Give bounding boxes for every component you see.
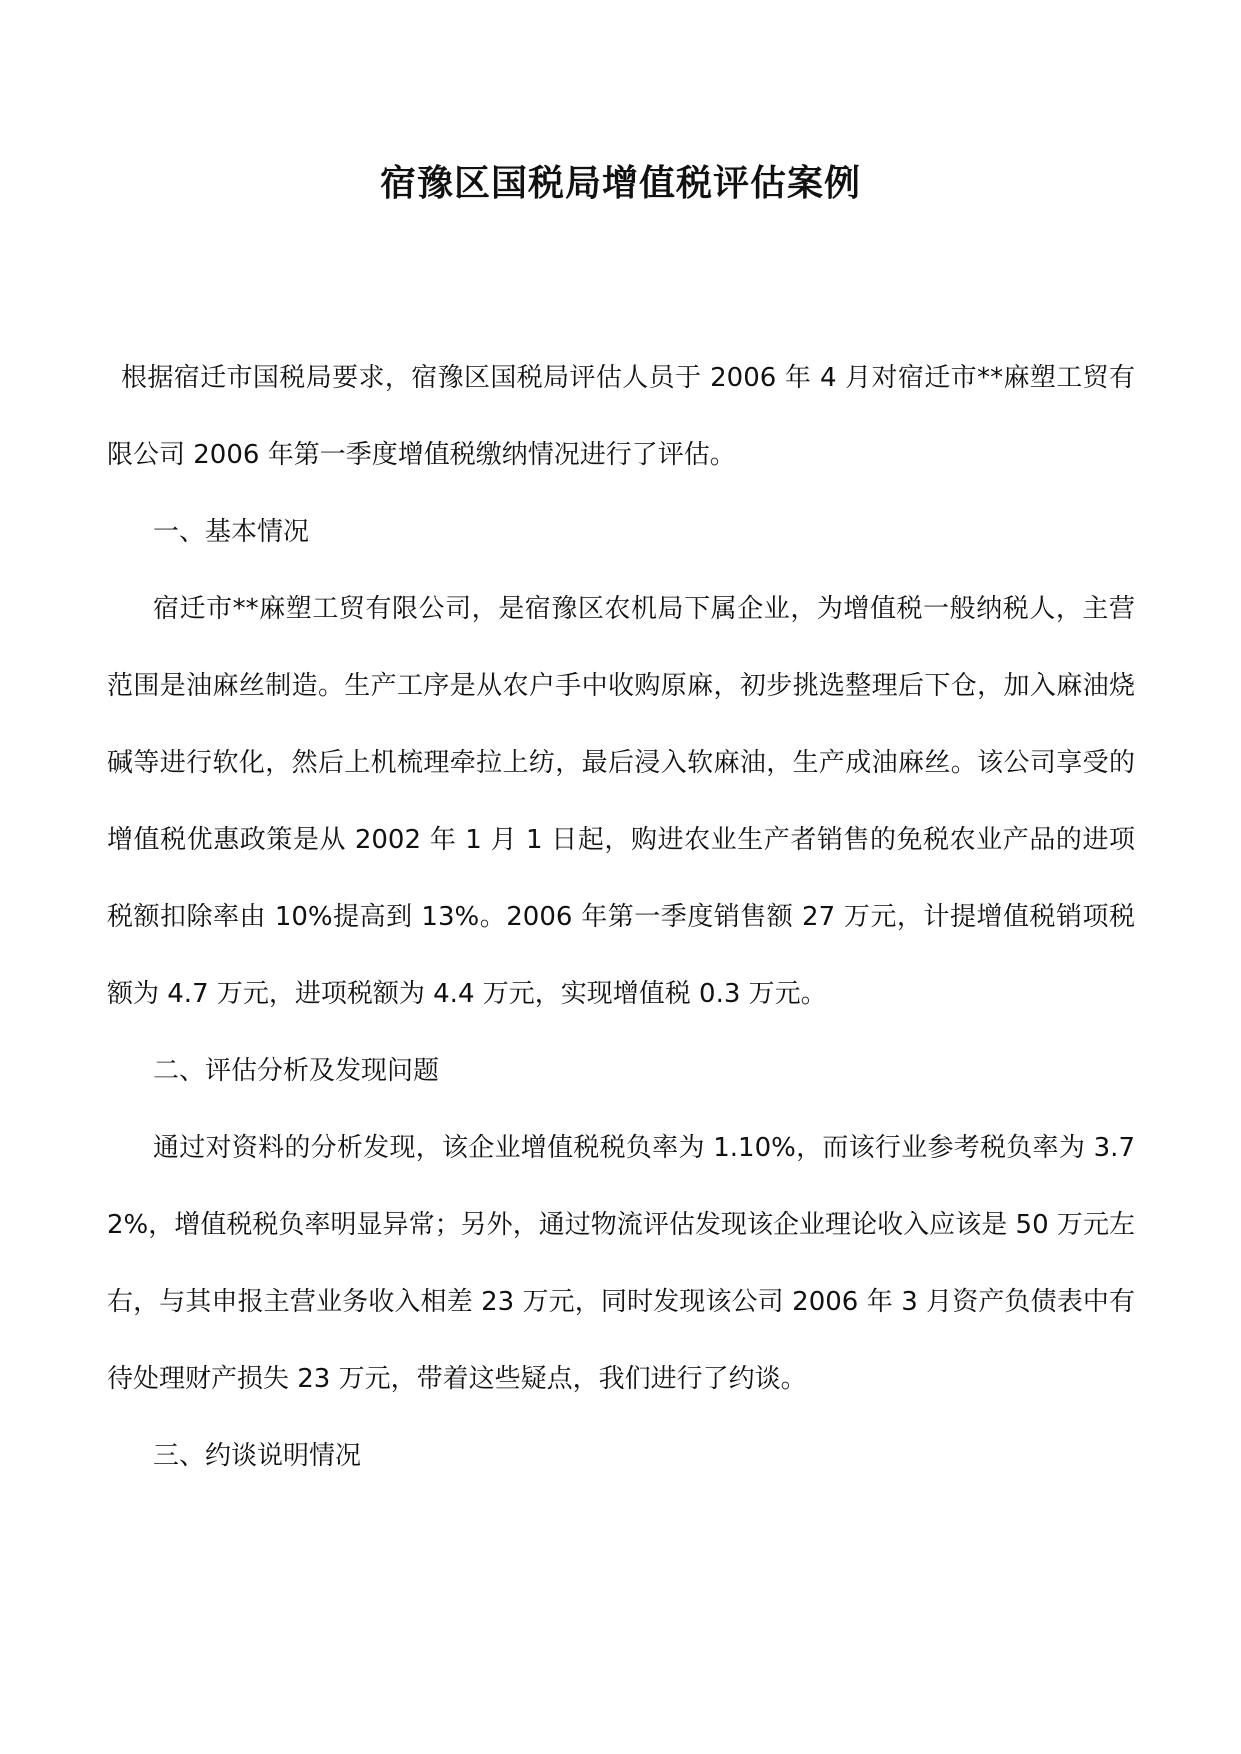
section-heading-analysis: 二、评估分析及发现问题 bbox=[153, 1056, 440, 1086]
analysis-paragraph: 通过对资料的分析发现，该企业增值税税负率为 1.10%，而该行业参考税负率为 3.72%，增值税税负率明显异常；另外，通过物流评估发现该企业理论收入应该是 50 万元左右，与其申报主营业务收入相差 23 万元，同时发现该公司 2006 年 3 月资产负债表中有待处理财产损失 23 万元，带着这些疑点，我们进行了约谈。 bbox=[107, 1133, 1135, 1394]
basic-info-paragraph: 宿迁市**麻塑工贸有限公司，是宿豫区农机局下属企业，为增值税一般纳税人，主营范围是油麻丝制造。生产工序是从农户手中收购原麻，初步挑选整理后下仓，加入麻油烧碱等进行软化，然后上机梳理牵拉上纺，最后浸入软麻油，生产成油麻丝。该公司享受的增值税优惠政策是从 2002 年 1 月 1 日起，购进农业生产者销售的免税农业产品的进项税额扣除率由 10%提高到 13%。2006 年第一季度销售额 27 万元，计提增值税销项税额为 4.7 万元，进项税额为 4.4 万元，实现增值税 0.3 万元。 bbox=[107, 594, 1135, 1009]
document-body bbox=[107, 340, 1135, 1495]
section-heading-basic-info: 一、基本情况 bbox=[153, 517, 310, 547]
section-heading-interview: 三、约谈说明情况 bbox=[153, 1441, 362, 1471]
document-title: 宿豫区国税局增值税评估案例 bbox=[379, 162, 861, 204]
intro-paragraph: 根据宿迁市国税局要求，宿豫区国税局评估人员于 2006 年 4 月对宿迁市**麻塑工贸有限公司 2006 年第一季度增值税缴纳情况进行了评估。 bbox=[107, 363, 1135, 470]
